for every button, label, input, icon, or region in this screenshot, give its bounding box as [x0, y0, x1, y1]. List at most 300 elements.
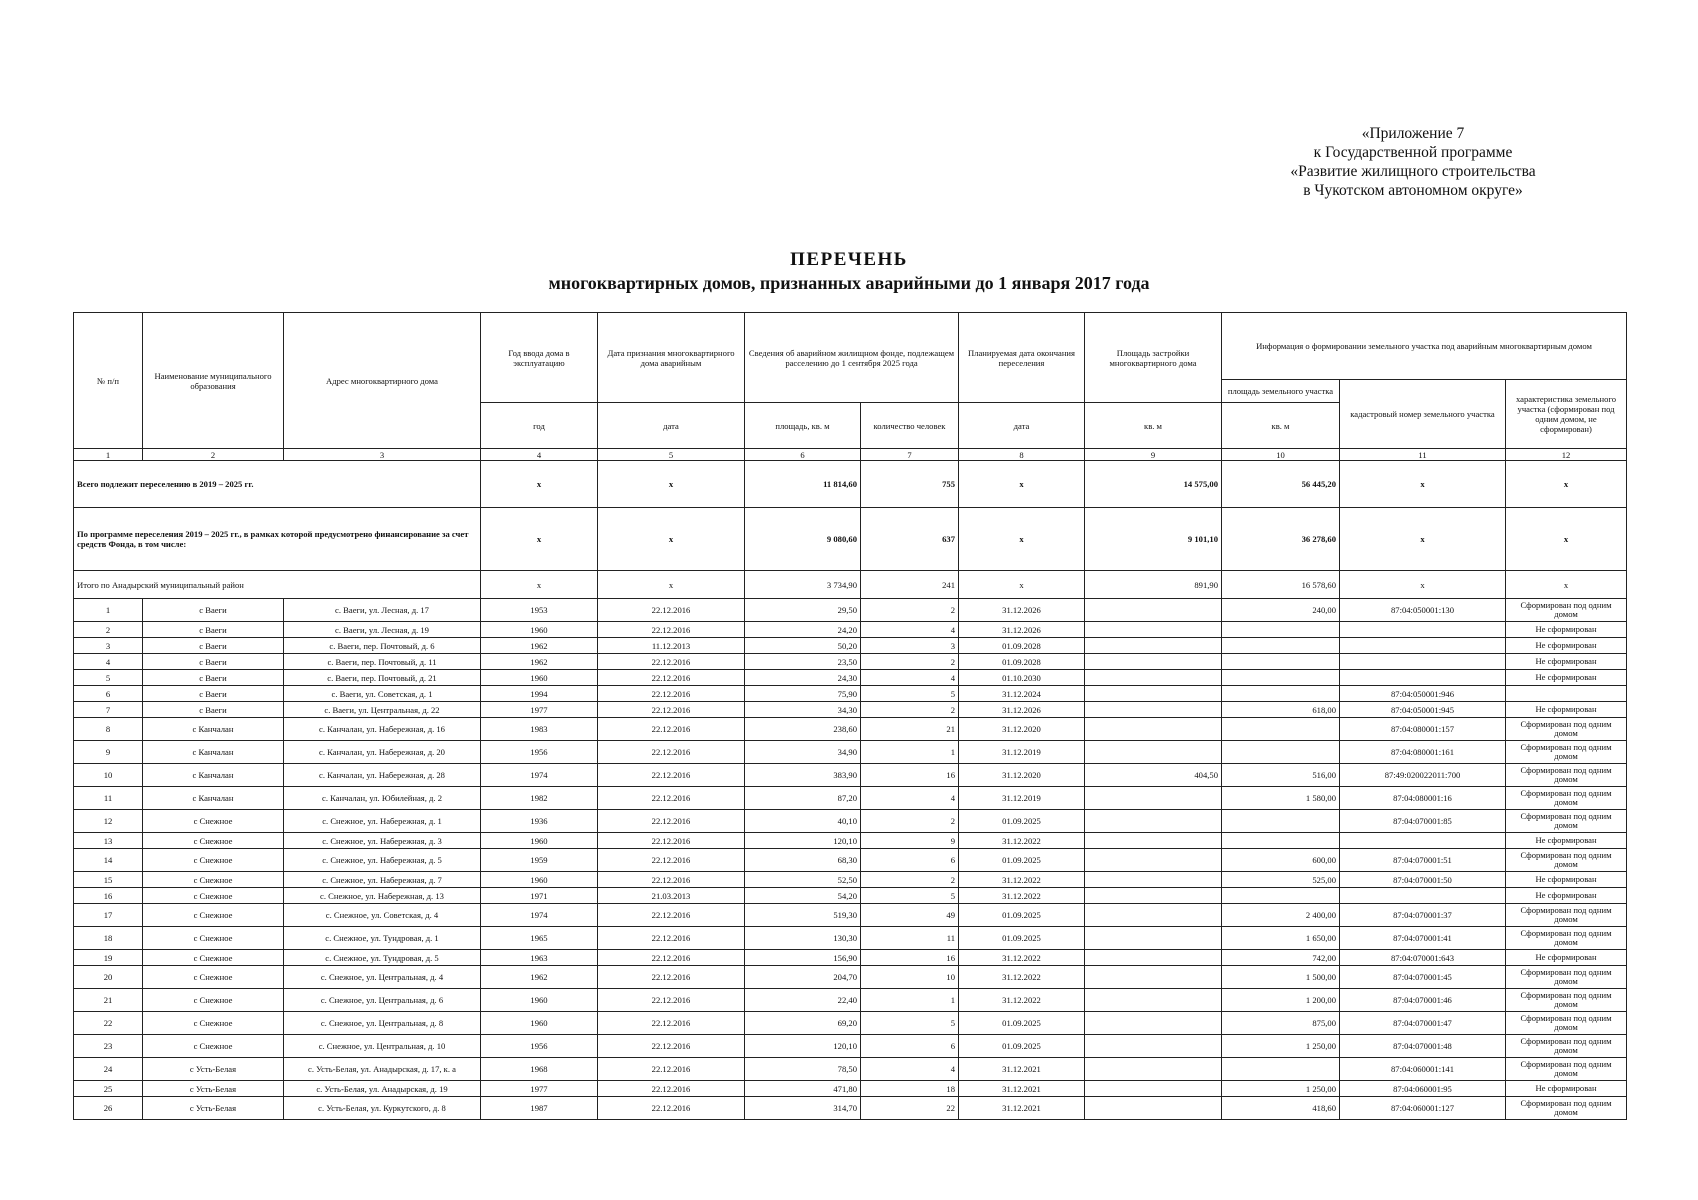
cell-municipality: с Ваеги: [143, 622, 284, 638]
cell-land-area: 742,00: [1222, 950, 1340, 966]
column-number: 7: [861, 449, 959, 461]
cell-municipality: с Снежное: [143, 989, 284, 1012]
unit-planned-date: дата: [959, 403, 1085, 449]
row-number: 9: [74, 741, 143, 764]
table-row: [74, 670, 1627, 686]
cell-address: с. Снежное, ул. Советская, д. 4: [284, 904, 481, 927]
column-number: 6: [745, 449, 861, 461]
cell-date: х: [598, 571, 745, 599]
cell-people: 755: [861, 461, 959, 508]
cell-cadastral: 87:49:020022011:700: [1340, 764, 1506, 787]
header-cadastral: кадастровый номер земельного участка: [1340, 380, 1506, 449]
column-number: 12: [1506, 449, 1627, 461]
cell-land-area: 240,00: [1222, 599, 1340, 622]
cell-status: Сформирован под одним домом: [1506, 927, 1627, 950]
cell-date: 22.12.2016: [598, 718, 745, 741]
cell-status: Сформирован под одним домом: [1506, 787, 1627, 810]
cell-area: 34,30: [745, 702, 861, 718]
row-number: 26: [74, 1097, 143, 1120]
cell-build-area: [1085, 702, 1222, 718]
cell-people: 6: [861, 849, 959, 872]
column-number: 8: [959, 449, 1085, 461]
cell-area: 9 080,60: [745, 508, 861, 571]
cell-area: 204,70: [745, 966, 861, 989]
cell-planned: 31.12.2022: [959, 872, 1085, 888]
cell-status: х: [1506, 571, 1627, 599]
cell-people: 4: [861, 670, 959, 686]
header-emergency-fund: Сведения об аварийном жилищном фонде, подлежащем расселению до 1 сентября 2025 года: [745, 313, 959, 403]
cell-land-area: 1 200,00: [1222, 989, 1340, 1012]
column-number: 9: [1085, 449, 1222, 461]
unit-land-area: кв. м: [1222, 403, 1340, 449]
cell-date: 22.12.2016: [598, 1012, 745, 1035]
cell-people: 22: [861, 1097, 959, 1120]
cell-status: х: [1506, 461, 1627, 508]
row-number: 10: [74, 764, 143, 787]
table-row: [74, 810, 1627, 833]
cell-cadastral: 87:04:060001:127: [1340, 1097, 1506, 1120]
cell-build-area: [1085, 787, 1222, 810]
cell-status: Сформирован под одним домом: [1506, 1035, 1627, 1058]
cell-land-area: [1222, 741, 1340, 764]
cell-status: Не сформирован: [1506, 950, 1627, 966]
cell-land-area: [1222, 638, 1340, 654]
cell-address: с. Снежное, ул. Набережная, д. 13: [284, 888, 481, 904]
row-number: 12: [74, 810, 143, 833]
cell-planned: 31.12.2021: [959, 1097, 1085, 1120]
cell-date: 21.03.2013: [598, 888, 745, 904]
cell-area: 22,40: [745, 989, 861, 1012]
cell-area: 34,90: [745, 741, 861, 764]
cell-year: 1953: [481, 599, 598, 622]
cell-municipality: с Снежное: [143, 927, 284, 950]
cell-cadastral: [1340, 638, 1506, 654]
table-row: [74, 764, 1627, 787]
cell-planned: 31.12.2026: [959, 622, 1085, 638]
cell-status: [1506, 686, 1627, 702]
cell-date: 22.12.2016: [598, 904, 745, 927]
cell-area: 24,20: [745, 622, 861, 638]
cell-area: 24,30: [745, 670, 861, 686]
table-totals: [74, 461, 1627, 599]
cell-municipality: с Ваеги: [143, 638, 284, 654]
cell-area: 52,50: [745, 872, 861, 888]
cell-year: 1965: [481, 927, 598, 950]
cell-municipality: с Снежное: [143, 872, 284, 888]
cell-build-area: [1085, 950, 1222, 966]
cell-status: Не сформирован: [1506, 702, 1627, 718]
table-row: [74, 927, 1627, 950]
cell-status: Сформирован под одним домом: [1506, 599, 1627, 622]
cell-planned: 31.12.2022: [959, 888, 1085, 904]
cell-municipality: с Снежное: [143, 849, 284, 872]
table-row: [74, 950, 1627, 966]
row-number: 18: [74, 927, 143, 950]
cell-land-area: 36 278,60: [1222, 508, 1340, 571]
cell-cadastral: [1340, 622, 1506, 638]
cell-people: 5: [861, 888, 959, 904]
housing-register-table: [73, 312, 1627, 1120]
cell-year: 1962: [481, 654, 598, 670]
cell-people: 2: [861, 810, 959, 833]
cell-year: 1960: [481, 833, 598, 849]
table-row: [74, 888, 1627, 904]
total-label: Всего подлежит переселению в 2019 – 2025 гг.: [74, 461, 481, 508]
cell-cadastral: 87:04:050001:946: [1340, 686, 1506, 702]
cell-land-area: [1222, 1058, 1340, 1081]
cell-year: 1971: [481, 888, 598, 904]
cell-build-area: [1085, 654, 1222, 670]
column-number: 3: [284, 449, 481, 461]
cell-people: 2: [861, 599, 959, 622]
cell-area: 29,50: [745, 599, 861, 622]
cell-year: 1960: [481, 622, 598, 638]
cell-people: 49: [861, 904, 959, 927]
table-row: [74, 966, 1627, 989]
cell-status: Сформирован под одним домом: [1506, 1097, 1627, 1120]
cell-planned: 31.12.2019: [959, 741, 1085, 764]
cell-address: с. Канчалан, ул. Набережная, д. 20: [284, 741, 481, 764]
cell-cadastral: 87:04:060001:141: [1340, 1058, 1506, 1081]
cell-cadastral: [1340, 654, 1506, 670]
cell-planned: 01.09.2025: [959, 810, 1085, 833]
cell-status: Не сформирован: [1506, 638, 1627, 654]
row-number: 15: [74, 872, 143, 888]
cell-land-area: [1222, 670, 1340, 686]
cell-build-area: [1085, 833, 1222, 849]
unit-date: дата: [598, 403, 745, 449]
cell-build-area: [1085, 741, 1222, 764]
column-number-row: [74, 449, 1627, 461]
cell-year: х: [481, 508, 598, 571]
cell-area: 78,50: [745, 1058, 861, 1081]
cell-planned: 31.12.2024: [959, 686, 1085, 702]
cell-year: 1956: [481, 741, 598, 764]
cell-date: 22.12.2016: [598, 989, 745, 1012]
cell-address: с. Снежное, ул. Тундровая, д. 5: [284, 950, 481, 966]
cell-date: 22.12.2016: [598, 1035, 745, 1058]
cell-land-area: 16 578,60: [1222, 571, 1340, 599]
cell-municipality: с Ваеги: [143, 686, 284, 702]
cell-address: с. Ваеги, ул. Советская, д. 1: [284, 686, 481, 702]
cell-cadastral: 87:04:070001:47: [1340, 1012, 1506, 1035]
cell-cadastral: 87:04:070001:41: [1340, 927, 1506, 950]
cell-cadastral: 87:04:070001:85: [1340, 810, 1506, 833]
cell-build-area: [1085, 599, 1222, 622]
cell-build-area: [1085, 904, 1222, 927]
cell-address: с. Снежное, ул. Тундровая, д. 1: [284, 927, 481, 950]
row-number: 20: [74, 966, 143, 989]
cell-date: х: [598, 508, 745, 571]
cell-area: 54,20: [745, 888, 861, 904]
cell-planned: 01.09.2025: [959, 927, 1085, 950]
cell-area: 3 734,90: [745, 571, 861, 599]
cell-planned: 01.09.2028: [959, 638, 1085, 654]
column-number: 10: [1222, 449, 1340, 461]
cell-planned: 31.12.2020: [959, 718, 1085, 741]
table-row: [74, 833, 1627, 849]
cell-municipality: с Ваеги: [143, 670, 284, 686]
table-row: [74, 872, 1627, 888]
row-number: 23: [74, 1035, 143, 1058]
row-number: 16: [74, 888, 143, 904]
cell-year: 1987: [481, 1097, 598, 1120]
row-number: 17: [74, 904, 143, 927]
cell-land-area: 875,00: [1222, 1012, 1340, 1035]
cell-address: с. Ваеги, пер. Почтовый, д. 11: [284, 654, 481, 670]
cell-date: 22.12.2016: [598, 702, 745, 718]
cell-date: 22.12.2016: [598, 670, 745, 686]
cell-people: 1: [861, 741, 959, 764]
cell-area: 471,80: [745, 1081, 861, 1097]
cell-municipality: с Снежное: [143, 966, 284, 989]
cell-build-area: [1085, 718, 1222, 741]
cell-land-area: 2 400,00: [1222, 904, 1340, 927]
cell-date: 22.12.2016: [598, 849, 745, 872]
cell-municipality: с Снежное: [143, 833, 284, 849]
header-address: Адрес многоквартирного дома: [284, 313, 481, 449]
unit-year: год: [481, 403, 598, 449]
cell-build-area: [1085, 622, 1222, 638]
appendix-line-4: в Чукотском автономном округе»: [1303, 182, 1523, 199]
row-number: 7: [74, 702, 143, 718]
cell-people: 16: [861, 764, 959, 787]
cell-cadastral: 87:04:070001:50: [1340, 872, 1506, 888]
cell-year: 1974: [481, 764, 598, 787]
cell-address: с. Снежное, ул. Центральная, д. 10: [284, 1035, 481, 1058]
title-main: ПЕРЕЧЕНЬ: [790, 249, 908, 270]
cell-area: 519,30: [745, 904, 861, 927]
cell-cadastral: 87:04:070001:643: [1340, 950, 1506, 966]
unit-build-area: кв. м: [1085, 403, 1222, 449]
cell-planned: 31.12.2026: [959, 702, 1085, 718]
cell-land-area: 600,00: [1222, 849, 1340, 872]
cell-municipality: с Усть-Белая: [143, 1081, 284, 1097]
cell-cadastral: 87:04:080001:157: [1340, 718, 1506, 741]
cell-address: с. Усть-Белая, ул. Анадырская, д. 17, к. а: [284, 1058, 481, 1081]
cell-date: 22.12.2016: [598, 872, 745, 888]
cell-cadastral: х: [1340, 461, 1506, 508]
cell-status: Не сформирован: [1506, 888, 1627, 904]
cell-date: 11.12.2013: [598, 638, 745, 654]
cell-year: 1977: [481, 702, 598, 718]
cell-people: 2: [861, 654, 959, 670]
column-number: 1: [74, 449, 143, 461]
cell-planned: 31.12.2022: [959, 833, 1085, 849]
cell-area: 87,20: [745, 787, 861, 810]
cell-area: 120,10: [745, 1035, 861, 1058]
cell-status: Не сформирован: [1506, 670, 1627, 686]
cell-area: 40,10: [745, 810, 861, 833]
cell-build-area: 891,90: [1085, 571, 1222, 599]
table-row: [74, 1058, 1627, 1081]
cell-land-area: [1222, 718, 1340, 741]
cell-address: с. Канчалан, ул. Набережная, д. 16: [284, 718, 481, 741]
cell-status: Сформирован под одним домом: [1506, 849, 1627, 872]
unit-area: площадь, кв. м: [745, 403, 861, 449]
column-number: 4: [481, 449, 598, 461]
title-subtitle: многоквартирных домов, признанных аварийными до 1 января 2017 года: [548, 273, 1150, 293]
cell-land-area: 1 250,00: [1222, 1081, 1340, 1097]
unit-people: количество человек: [861, 403, 959, 449]
cell-people: 4: [861, 787, 959, 810]
cell-land-area: 618,00: [1222, 702, 1340, 718]
row-number: 5: [74, 670, 143, 686]
cell-cadastral: 87:04:080001:161: [1340, 741, 1506, 764]
cell-people: 6: [861, 1035, 959, 1058]
appendix-line-2: к Государственной программе: [1313, 144, 1513, 161]
row-number: 24: [74, 1058, 143, 1081]
cell-cadastral: 87:04:080001:16: [1340, 787, 1506, 810]
cell-build-area: [1085, 1012, 1222, 1035]
cell-municipality: с Канчалан: [143, 718, 284, 741]
row-number: 13: [74, 833, 143, 849]
cell-municipality: с Канчалан: [143, 764, 284, 787]
cell-date: 22.12.2016: [598, 810, 745, 833]
cell-cadastral: 87:04:070001:46: [1340, 989, 1506, 1012]
cell-cadastral: 87:04:070001:45: [1340, 966, 1506, 989]
cell-status: Не сформирован: [1506, 622, 1627, 638]
table-row: [74, 1081, 1627, 1097]
cell-year: 1983: [481, 718, 598, 741]
cell-people: 4: [861, 1058, 959, 1081]
cell-municipality: с Снежное: [143, 1012, 284, 1035]
cell-planned: 01.09.2025: [959, 904, 1085, 927]
cell-area: 238,60: [745, 718, 861, 741]
cell-address: с. Усть-Белая, ул. Анадырская, д. 19: [284, 1081, 481, 1097]
cell-year: 1960: [481, 670, 598, 686]
cell-area: 68,30: [745, 849, 861, 872]
cell-status: Сформирован под одним домом: [1506, 1058, 1627, 1081]
cell-planned: 31.12.2019: [959, 787, 1085, 810]
column-number: 11: [1340, 449, 1506, 461]
cell-year: 1968: [481, 1058, 598, 1081]
cell-year: х: [481, 461, 598, 508]
cell-area: 69,20: [745, 1012, 861, 1035]
cell-cadastral: 87:04:070001:37: [1340, 904, 1506, 927]
cell-address: с. Ваеги, ул. Центральная, д. 22: [284, 702, 481, 718]
cell-year: 1936: [481, 810, 598, 833]
cell-status: Сформирован под одним домом: [1506, 810, 1627, 833]
cell-year: 1963: [481, 950, 598, 966]
cell-municipality: с Снежное: [143, 950, 284, 966]
cell-status: Не сформирован: [1506, 872, 1627, 888]
cell-build-area: [1085, 989, 1222, 1012]
cell-date: 22.12.2016: [598, 686, 745, 702]
cell-build-area: [1085, 670, 1222, 686]
cell-planned: х: [959, 461, 1085, 508]
cell-land-area: 418,60: [1222, 1097, 1340, 1120]
header-year-built: Год ввода дома в эксплуатацию: [481, 313, 598, 403]
cell-date: 22.12.2016: [598, 787, 745, 810]
cell-people: 11: [861, 927, 959, 950]
cell-people: 5: [861, 1012, 959, 1035]
cell-address: с. Снежное, ул. Набережная, д. 5: [284, 849, 481, 872]
cell-status: Сформирован под одним домом: [1506, 764, 1627, 787]
cell-municipality: с Усть-Белая: [143, 1058, 284, 1081]
row-number: 4: [74, 654, 143, 670]
total-label: По программе переселения 2019 – 2025 гг., в рамках которой предусмотрено финансирование за счет средств Фонда, в том числе:: [74, 508, 481, 571]
cell-year: 1982: [481, 787, 598, 810]
cell-status: Сформирован под одним домом: [1506, 904, 1627, 927]
cell-address: с. Снежное, ул. Набережная, д. 7: [284, 872, 481, 888]
header-building-area: Площадь застройки многоквартирного дома: [1085, 313, 1222, 403]
cell-land-area: 525,00: [1222, 872, 1340, 888]
row-number: 11: [74, 787, 143, 810]
cell-build-area: [1085, 1081, 1222, 1097]
cell-build-area: [1085, 966, 1222, 989]
cell-cadastral: [1340, 888, 1506, 904]
table-row: [74, 638, 1627, 654]
cell-land-area: 516,00: [1222, 764, 1340, 787]
cell-cadastral: 87:04:070001:51: [1340, 849, 1506, 872]
cell-address: с. Ваеги, ул. Лесная, д. 19: [284, 622, 481, 638]
document-title: [0, 249, 1698, 295]
cell-status: Не сформирован: [1506, 1081, 1627, 1097]
cell-address: с. Ваеги, ул. Лесная, д. 17: [284, 599, 481, 622]
cell-build-area: [1085, 810, 1222, 833]
cell-people: 10: [861, 966, 959, 989]
header-land-status: характеристика земельного участка (сформирован под одним домом, не сформирован): [1506, 380, 1627, 449]
row-number: 8: [74, 718, 143, 741]
table-row: [74, 787, 1627, 810]
cell-municipality: с Канчалан: [143, 741, 284, 764]
cell-planned: 31.12.2020: [959, 764, 1085, 787]
cell-year: 1962: [481, 966, 598, 989]
cell-area: 23,50: [745, 654, 861, 670]
cell-build-area: [1085, 1035, 1222, 1058]
cell-cadastral: 87:04:070001:48: [1340, 1035, 1506, 1058]
appendix-line-1: «Приложение 7: [1361, 125, 1465, 142]
cell-municipality: с Снежное: [143, 888, 284, 904]
cell-people: 18: [861, 1081, 959, 1097]
cell-build-area: [1085, 1097, 1222, 1120]
cell-people: 2: [861, 872, 959, 888]
cell-planned: 01.09.2028: [959, 654, 1085, 670]
header-date-recognized: Дата признания многоквартирного дома аварийным: [598, 313, 745, 403]
cell-status: Сформирован под одним домом: [1506, 718, 1627, 741]
cell-land-area: [1222, 654, 1340, 670]
total-label: Итого по Анадырский муниципальный район: [74, 571, 481, 599]
cell-municipality: с Ваеги: [143, 654, 284, 670]
cell-people: 3: [861, 638, 959, 654]
cell-people: 5: [861, 686, 959, 702]
cell-area: 75,90: [745, 686, 861, 702]
cell-people: 2: [861, 702, 959, 718]
table-row: [74, 654, 1627, 670]
cell-year: 1959: [481, 849, 598, 872]
cell-status: х: [1506, 508, 1627, 571]
cell-year: 1960: [481, 989, 598, 1012]
cell-cadastral: 87:04:050001:130: [1340, 599, 1506, 622]
cell-people: 16: [861, 950, 959, 966]
cell-build-area: [1085, 686, 1222, 702]
cell-year: 1977: [481, 1081, 598, 1097]
table-row: [74, 702, 1627, 718]
cell-date: 22.12.2016: [598, 599, 745, 622]
cell-build-area: 9 101,10: [1085, 508, 1222, 571]
cell-area: 120,10: [745, 833, 861, 849]
cell-year: 1960: [481, 1012, 598, 1035]
cell-area: 383,90: [745, 764, 861, 787]
cell-cadastral: [1340, 670, 1506, 686]
cell-cadastral: 87:04:050001:945: [1340, 702, 1506, 718]
cell-people: 21: [861, 718, 959, 741]
cell-people: 9: [861, 833, 959, 849]
cell-cadastral: [1340, 833, 1506, 849]
cell-status: Сформирован под одним домом: [1506, 1012, 1627, 1035]
cell-build-area: [1085, 849, 1222, 872]
